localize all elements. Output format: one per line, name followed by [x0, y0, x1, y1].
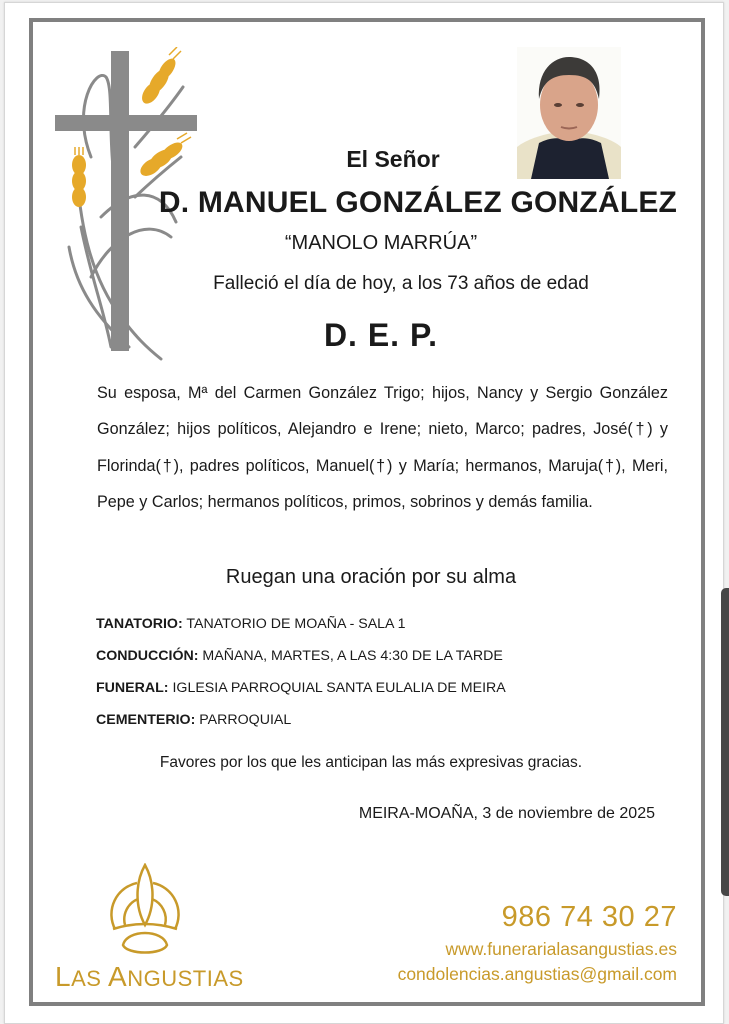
title-prefix: El Señor [346, 146, 440, 172]
detail-row-cementerio [96, 704, 506, 736]
deceased-name: D. MANUEL GONZÁLEZ GONZÁLEZ [158, 186, 678, 219]
detail-label: TANATORIO: [96, 616, 183, 632]
detail-value: IGLESIA PARROQUIAL SANTA EULALIA DE MEIRA [172, 680, 506, 696]
detail-row-funeral [96, 672, 506, 704]
detail-row-conduccion [96, 640, 506, 672]
funeral-home-name: LAS ANGUSTIAS [55, 961, 244, 992]
detail-label: FUNERAL: [96, 680, 169, 696]
family-members-text: Su esposa, Mª del Carmen González Trigo; hijos, Nancy y Sergio González González; hijos políticos, Alejandro e Irene; nieto, Marco; padres, José(†) y Florinda(†), padres políticos, Manuel(†) y María; hermanos, Maruja(†), Meri, Pepe y Carlos; hermanos políticos, primos, sobrinos y demás familia. [97, 384, 668, 511]
detail-value: MAÑANA, MARTES, A LAS 4:30 DE LA TARDE [202, 648, 503, 664]
website-link[interactable]: www.funerarialasangustias.es [445, 939, 677, 959]
service-details [96, 608, 506, 736]
deceased-nickname: “MANOLO MARRÚA” [284, 232, 478, 254]
las-angustias-logo-icon [105, 863, 185, 959]
detail-value: PARROQUIAL [199, 712, 292, 728]
email-link[interactable]: condolencias.angustias@gmail.com [397, 964, 677, 984]
phone-number[interactable]: 986 74 30 27 [501, 901, 677, 933]
scrollbar[interactable] [721, 588, 729, 896]
place-and-date: MEIRA-MOAÑA, 3 de noviembre de 2025 [358, 805, 655, 822]
obituary-page [4, 2, 724, 1024]
death-notice: Falleció el día de hoy, a los 73 años de edad [213, 273, 589, 294]
rip-heading: D. E. P. [323, 317, 439, 353]
detail-row-tanatorio [96, 608, 506, 640]
prayer-request: Ruegan una oración por su alma [225, 566, 517, 588]
detail-value: TANATORIO DE MOAÑA - SALA 1 [186, 616, 406, 632]
detail-label: CEMENTERIO: [96, 712, 196, 728]
thanks-text: Favores por los que les anticipan las más expresivas gracias. [159, 754, 583, 771]
detail-label: CONDUCCIÓN: [96, 648, 199, 664]
